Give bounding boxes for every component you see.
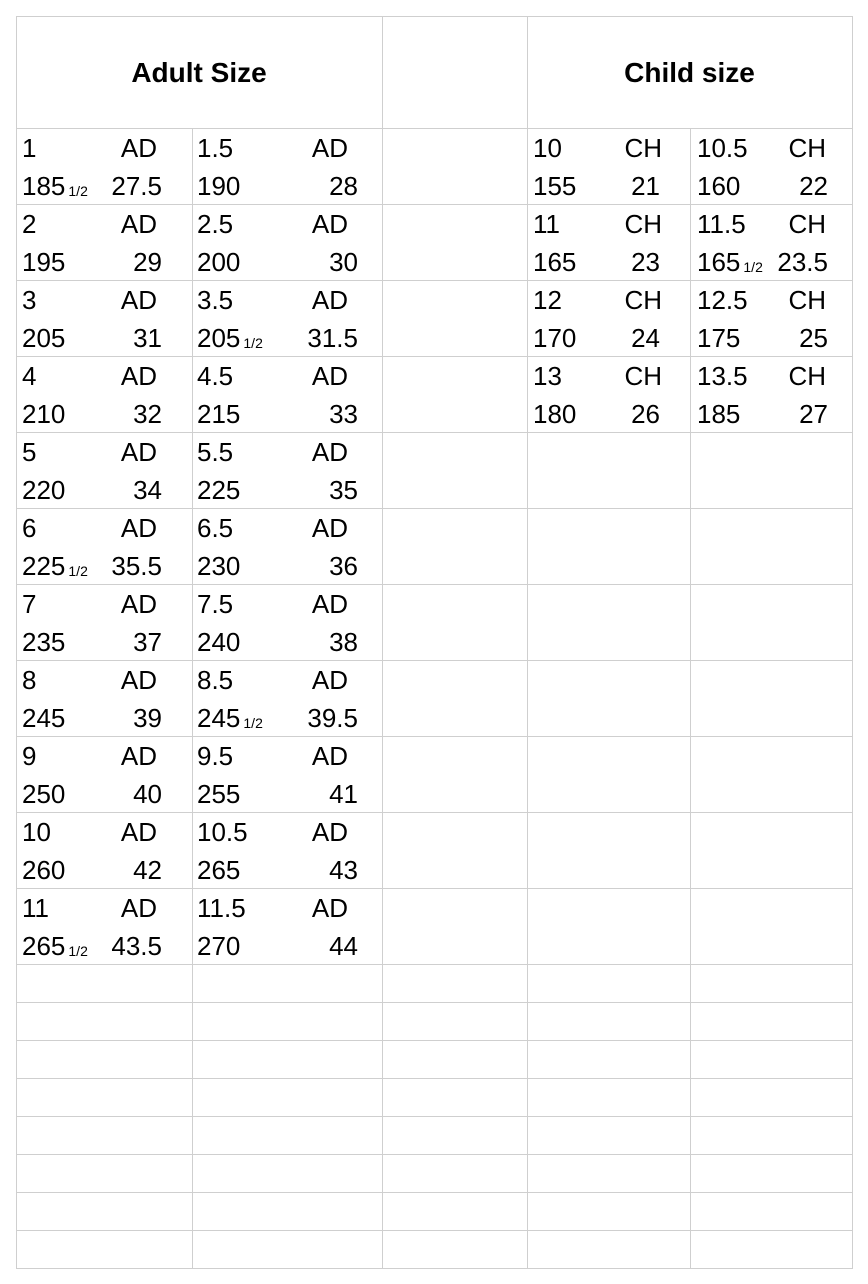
mm-length: [22, 323, 65, 353]
eu-size: 23: [631, 247, 660, 277]
eu-size: 42: [133, 855, 162, 885]
mm-length: [697, 323, 740, 353]
size-code: AD: [311, 589, 348, 619]
eu-size: 40: [133, 779, 162, 809]
size-code: CH: [788, 285, 826, 315]
eu-size: 24: [631, 323, 660, 353]
size-code: CH: [624, 133, 662, 163]
mm-value: 245: [22, 703, 66, 733]
half-fraction: 1/2: [68, 563, 88, 579]
us-size: 10.5: [197, 817, 248, 847]
us-size: 3: [22, 285, 37, 315]
mm-length: [22, 703, 65, 733]
size-code: AD: [120, 513, 157, 543]
half-fraction: 1/2: [243, 715, 263, 731]
mm-value: 215: [197, 399, 241, 429]
eu-size: 28: [329, 171, 358, 201]
eu-size: 27.5: [111, 171, 162, 201]
size-code: CH: [788, 209, 826, 239]
mm-length: [533, 171, 576, 201]
mm-length: [697, 247, 766, 282]
size-code: AD: [311, 133, 348, 163]
mm-value: 260: [22, 855, 66, 885]
mm-value: 255: [197, 779, 241, 809]
us-size: 10: [22, 817, 51, 847]
eu-size: 31.5: [307, 323, 358, 353]
mm-length: [197, 247, 240, 277]
grid-line: [16, 1078, 853, 1079]
mm-value: 200: [197, 247, 241, 277]
half-fraction: 1/2: [743, 259, 763, 275]
mm-length: [22, 627, 65, 657]
mm-value: 245: [197, 703, 241, 733]
mm-length: [197, 931, 240, 961]
child-size-header: Child size: [624, 57, 755, 88]
eu-size: 30: [329, 247, 358, 277]
us-size: 12: [533, 285, 562, 315]
grid-line: [192, 128, 193, 1268]
mm-value: 250: [22, 779, 66, 809]
size-code: CH: [624, 361, 662, 391]
eu-size: 43: [329, 855, 358, 885]
eu-size: 27: [799, 399, 828, 429]
eu-size: 34: [133, 475, 162, 505]
mm-value: 195: [22, 247, 66, 277]
mm-value: 205: [22, 323, 66, 353]
eu-size: 35.5: [111, 551, 162, 581]
mm-value: 265: [197, 855, 241, 885]
mm-length: [197, 399, 240, 429]
eu-size: 35: [329, 475, 358, 505]
eu-size: 29: [133, 247, 162, 277]
mm-value: 210: [22, 399, 66, 429]
grid-line: [16, 16, 853, 17]
eu-size: 22: [799, 171, 828, 201]
mm-length: [197, 779, 240, 809]
size-code: AD: [311, 513, 348, 543]
grid-line: [16, 1192, 853, 1193]
us-size: 13.5: [697, 361, 748, 391]
eu-size: 39.5: [307, 703, 358, 733]
mm-value: 180: [533, 399, 577, 429]
size-code: AD: [311, 665, 348, 695]
size-code: AD: [120, 285, 157, 315]
eu-size: 33: [329, 399, 358, 429]
size-code: CH: [788, 361, 826, 391]
grid-line: [16, 812, 853, 813]
size-code: AD: [311, 285, 348, 315]
size-code: AD: [311, 437, 348, 467]
mm-value: 230: [197, 551, 241, 581]
mm-value: 225: [22, 551, 66, 581]
mm-length: [197, 703, 266, 738]
size-code: AD: [311, 817, 348, 847]
eu-size: 44: [329, 931, 358, 961]
mm-length: [22, 171, 91, 206]
mm-value: 240: [197, 627, 241, 657]
grid-line: [16, 964, 853, 965]
us-size: 7: [22, 589, 37, 619]
mm-length: [197, 171, 240, 201]
mm-length: [197, 855, 240, 885]
grid-line: [16, 1268, 853, 1269]
us-size: 13: [533, 361, 562, 391]
half-fraction: 1/2: [68, 183, 88, 199]
size-code: AD: [311, 361, 348, 391]
grid-line: [16, 128, 853, 129]
grid-line: [16, 584, 853, 585]
us-size: 11: [533, 209, 560, 239]
mm-length: [197, 323, 266, 358]
eu-size: 43.5: [111, 931, 162, 961]
eu-size: 38: [329, 627, 358, 657]
mm-value: 165: [533, 247, 577, 277]
grid-line: [16, 356, 853, 357]
us-size: 8: [22, 665, 37, 695]
half-fraction: 1/2: [243, 335, 263, 351]
us-size: 11.5: [697, 209, 746, 239]
grid-line: [16, 1002, 853, 1003]
size-code: AD: [120, 209, 157, 239]
us-size: 6.5: [197, 513, 234, 543]
us-size: 7.5: [197, 589, 234, 619]
us-size: 8.5: [197, 665, 234, 695]
grid-line: [16, 1116, 853, 1117]
size-code: AD: [120, 817, 157, 847]
us-size: 4: [22, 361, 37, 391]
eu-size: 25: [799, 323, 828, 353]
eu-size: 26: [631, 399, 660, 429]
us-size: 10: [533, 133, 562, 163]
mm-value: 175: [697, 323, 741, 353]
size-code: AD: [120, 893, 157, 923]
half-fraction: 1/2: [68, 943, 88, 959]
eu-size: 41: [329, 779, 358, 809]
size-code: AD: [311, 209, 348, 239]
size-code: AD: [120, 741, 157, 771]
grid-line: [16, 432, 853, 433]
eu-size: 32: [133, 399, 162, 429]
mm-value: 155: [533, 171, 577, 201]
mm-length: [533, 247, 576, 277]
mm-value: 265: [22, 931, 66, 961]
mm-length: [197, 551, 240, 581]
us-size: 6: [22, 513, 37, 543]
mm-length: [22, 779, 65, 809]
mm-length: [697, 171, 740, 201]
us-size: 11: [22, 893, 49, 923]
grid-line: [16, 888, 853, 889]
eu-size: 39: [133, 703, 162, 733]
grid-line: [16, 736, 853, 737]
size-code: CH: [624, 209, 662, 239]
eu-size: 37: [133, 627, 162, 657]
eu-size: 31: [133, 323, 162, 353]
mm-value: 185: [697, 399, 741, 429]
us-size: 1: [22, 133, 37, 163]
mm-length: [697, 399, 740, 429]
mm-value: 205: [197, 323, 241, 353]
us-size: 10.5: [697, 133, 748, 163]
mm-value: 220: [22, 475, 66, 505]
grid-line: [16, 660, 853, 661]
mm-value: 270: [197, 931, 241, 961]
us-size: 5.5: [197, 437, 234, 467]
us-size: 12.5: [697, 285, 748, 315]
mm-length: [22, 247, 65, 277]
mm-length: [533, 399, 576, 429]
size-code: AD: [120, 437, 157, 467]
mm-length: [22, 855, 65, 885]
size-code: AD: [120, 133, 157, 163]
mm-value: 235: [22, 627, 66, 657]
size-code: AD: [311, 893, 348, 923]
mm-value: 165: [697, 247, 741, 277]
eu-size: 36: [329, 551, 358, 581]
grid-line: [690, 128, 691, 1268]
us-size: 11.5: [197, 893, 246, 923]
mm-length: [22, 931, 91, 966]
mm-length: [22, 551, 91, 586]
grid-line: [16, 204, 853, 205]
mm-length: [197, 475, 240, 505]
grid-line: [16, 508, 853, 509]
mm-length: [22, 475, 65, 505]
us-size: 5: [22, 437, 37, 467]
mm-value: 170: [533, 323, 577, 353]
size-code: AD: [311, 741, 348, 771]
grid-line: [16, 1154, 853, 1155]
us-size: 1.5: [197, 133, 234, 163]
size-code: AD: [120, 665, 157, 695]
size-code: CH: [788, 133, 826, 163]
mm-value: 190: [197, 171, 241, 201]
us-size: 2: [22, 209, 37, 239]
adult-size-header: Adult Size: [131, 57, 267, 88]
mm-value: 185: [22, 171, 66, 201]
eu-size: 23.5: [777, 247, 828, 277]
mm-value: 225: [197, 475, 241, 505]
mm-length: [197, 627, 240, 657]
mm-value: 160: [697, 171, 741, 201]
us-size: 2.5: [197, 209, 234, 239]
mm-length: [533, 323, 576, 353]
grid-line: [16, 1230, 853, 1231]
size-code: AD: [120, 589, 157, 619]
size-code: CH: [624, 285, 662, 315]
size-code: AD: [120, 361, 157, 391]
eu-size: 21: [631, 171, 660, 201]
us-size: 4.5: [197, 361, 234, 391]
us-size: 9.5: [197, 741, 234, 771]
us-size: 3.5: [197, 285, 234, 315]
us-size: 9: [22, 741, 37, 771]
mm-length: [22, 399, 65, 429]
grid-line: [16, 1040, 853, 1041]
